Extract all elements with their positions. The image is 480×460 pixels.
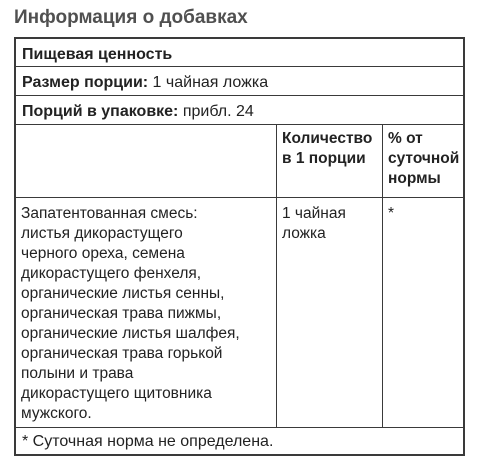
- table-row: [16, 198, 463, 428]
- table-heading: Пищевая ценность: [22, 46, 173, 63]
- servings-per-container-value: прибл. 24: [178, 103, 254, 120]
- daily-value-cell: *: [382, 198, 463, 427]
- heading-row: [16, 39, 463, 67]
- servings-per-container: [16, 96, 463, 122]
- supplement-facts-table: [14, 37, 465, 456]
- serving-size-row: [16, 67, 463, 96]
- footnote: * Суточная норма не определена.: [22, 433, 274, 450]
- serving-size-value: 1 чайная ложка: [148, 74, 269, 91]
- column-header-row: [16, 125, 463, 198]
- servings-per-container-label: Порций в упаковке:: [22, 103, 179, 120]
- column-header-daily-value: % от суточной нормы: [382, 125, 463, 197]
- column-header-amount: Количество в 1 порции: [276, 125, 382, 197]
- column-header-ingredient: [16, 125, 276, 197]
- footnote-row: [16, 428, 463, 454]
- serving-size: [16, 67, 463, 93]
- servings-per-container-row: [16, 96, 463, 125]
- page-title: Информация о добавках: [14, 7, 248, 28]
- serving-size-label: Размер порции:: [22, 74, 149, 91]
- ingredient-cell: Запатентованная смесь: листья дикорастущего черного ореха, семена дикорастущего фенхеля, органические листья сенны, органическая трава пижмы, органические листья шалфея, органическая трава горькой полыни и трава дикорастущего щитовника мужского.: [21, 205, 240, 422]
- amount-cell: 1 чайная ложка: [276, 198, 382, 427]
